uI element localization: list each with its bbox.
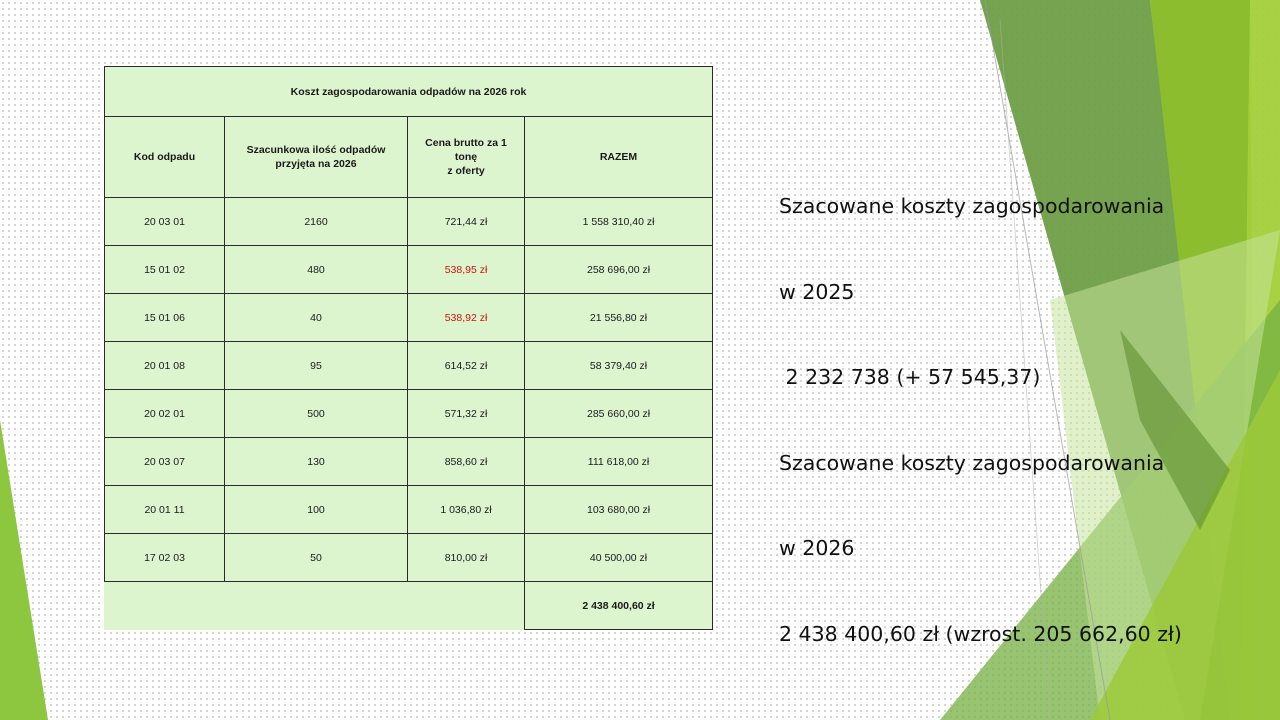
header-price: Cena brutto za 1 tonę z oferty [408,117,525,198]
cell-price: 721,44 zł [408,198,525,246]
cell-price-highlighted: 538,92 zł [408,294,525,342]
cell-total: 103 680,00 zł [525,486,713,534]
cell-code: 20 01 11 [105,486,225,534]
cell-price: 810,00 zł [408,534,525,582]
cell-price: 571,32 zł [408,390,525,438]
cell-code: 17 02 03 [105,534,225,582]
table-row [105,438,713,486]
summary-line: 2 232 738 (+ 57 545,37) [779,365,1041,389]
cell-code: 20 03 01 [105,198,225,246]
table-row [105,198,713,246]
cell-price-highlighted: 538,95 zł [408,246,525,294]
table-row [105,486,713,534]
cell-total: 285 660,00 zł [525,390,713,438]
cell-qty: 100 [225,486,408,534]
table-header-row [105,117,713,198]
cell-qty: 95 [225,342,408,390]
cell-qty: 130 [225,438,408,486]
cell-total: 258 696,00 zł [525,246,713,294]
table-row [105,342,713,390]
summary-line: Szacowane koszty zagospodarowania [779,450,1165,475]
cell-price: 614,52 zł [408,342,525,390]
cell-code: 20 02 01 [105,390,225,438]
cell-qty: 480 [225,246,408,294]
cell-total: 40 500,00 zł [525,534,713,582]
summary-line: w 2026 [779,536,855,560]
table-row [105,294,713,342]
summary-line: 2 438 400,60 zł (wzrost. 205 662,60 zł) [779,621,1182,646]
cell-code: 20 03 07 [105,438,225,486]
cell-price: 1 036,80 zł [408,486,525,534]
cell-qty: 2160 [225,198,408,246]
table-row [105,534,713,582]
cell-total: 58 379,40 zł [525,342,713,390]
header-waste-code: Kod odpadu [105,117,225,198]
cell-code: 15 01 06 [105,294,225,342]
waste-cost-table [104,66,713,630]
table-total-row [105,582,713,630]
table-row [105,246,713,294]
table-title: Koszt zagospodarowania odpadów na 2026 rok [105,67,713,117]
cell-qty: 500 [225,390,408,438]
cell-qty: 40 [225,294,408,342]
cell-price: 858,60 zł [408,438,525,486]
total-spacer [105,582,525,630]
header-quantity: Szacunkowa ilość odpadów przyjęta na 2026 [225,117,408,198]
cell-total: 1 558 310,40 zł [525,198,713,246]
cell-code: 20 01 08 [105,342,225,390]
table-title-row [105,67,713,117]
header-total: RAZEM [525,117,713,198]
cell-total: 21 556,80 zł [525,294,713,342]
cost-summary [779,135,1239,677]
cell-code: 15 01 02 [105,246,225,294]
cell-total: 111 618,00 zł [525,438,713,486]
summary-line: w 2025 [779,279,855,304]
grand-total: 2 438 400,60 zł [525,582,713,630]
table-row [105,390,713,438]
cell-qty: 50 [225,534,408,582]
summary-line: Szacowane koszty zagospodarowania [779,194,1165,218]
